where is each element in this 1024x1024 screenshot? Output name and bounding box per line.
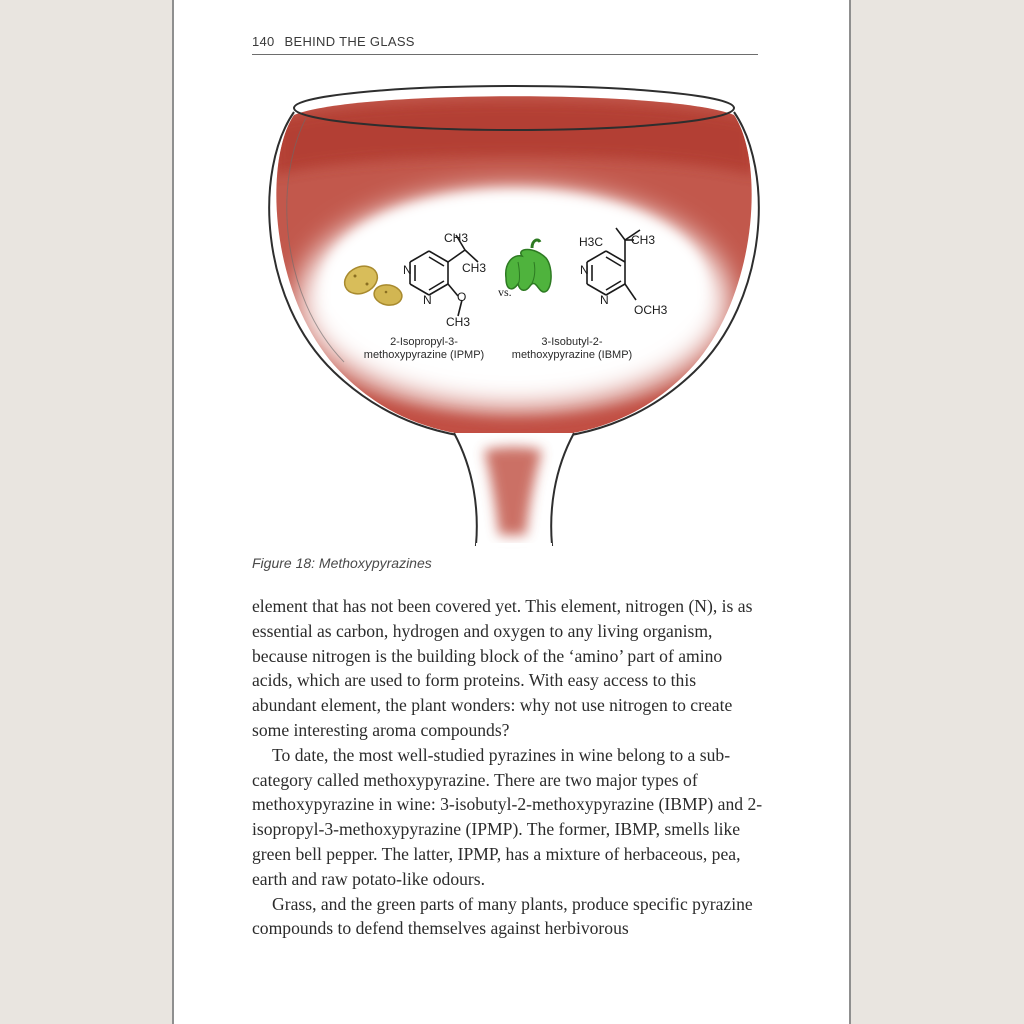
atom-ch3-top: CH3 <box>444 231 469 245</box>
ipmp-label <box>344 336 504 362</box>
atom-h3c: H3C <box>579 235 604 249</box>
wine-glass-figure <box>174 0 853 560</box>
ipmp-label-line2: methoxypyrazine (IPMP) <box>363 349 485 361</box>
atom-ch3-bottom: CH3 <box>446 315 471 329</box>
atom-ch3: CH3 <box>631 233 656 247</box>
ipmp-label-line1: 2-Isopropyl-3- <box>390 336 458 348</box>
page-number: 140 <box>252 34 275 49</box>
paragraph: element that has not been covered yet. This element, nitrogen (N), is as essential as carbon, hydrogen and oxygen to any living organism, because nitrogen is the building block of the ‘amino’ part of amino acids, which are used to form proteins. With easy access to this abundant element, the plant wonders: why not use nitrogen to create some interesting aroma compounds? <box>252 596 753 740</box>
ibmp-label <box>492 336 652 362</box>
figure-caption: Figure 18: Methoxypyrazines <box>252 555 432 571</box>
wine-glass-illustration <box>174 0 853 560</box>
paragraph: Grass, and the green parts of many plants, produce specific pyrazine compounds to defend themselves against herbivorous <box>252 893 753 939</box>
ibmp-label-line1: 3-Isobutyl-2- <box>541 336 603 348</box>
atom-och3: OCH3 <box>634 303 668 317</box>
atom-n-top: N <box>580 263 589 277</box>
running-title: BEHIND THE GLASS <box>284 34 415 49</box>
ibmp-label-line2: methoxypyrazine (IBMP) <box>511 349 633 361</box>
body-text <box>252 594 764 941</box>
atom-n-bottom: N <box>423 293 432 307</box>
book-page <box>172 0 851 1024</box>
atom-ch3-side: CH3 <box>462 261 487 275</box>
atom-o: O <box>457 290 467 304</box>
vs-label: vs. <box>498 285 512 299</box>
atom-n-bottom: N <box>600 293 609 307</box>
atom-n-top: N <box>403 263 412 277</box>
paragraph: To date, the most well-studied pyrazines in wine belong to a sub-category called methoxypyrazine. There are two major types of methoxypyrazine in wine: 3-isobutyl-2-methoxypyrazine (IBMP) and 2-isopropyl-3-methoxypyrazine (IPMP). The former, IBMP, smells like green bell pepper. The latter, IPMP, has a mixture of herbaceous, pea, earth and raw potato-like odours. <box>252 744 763 889</box>
